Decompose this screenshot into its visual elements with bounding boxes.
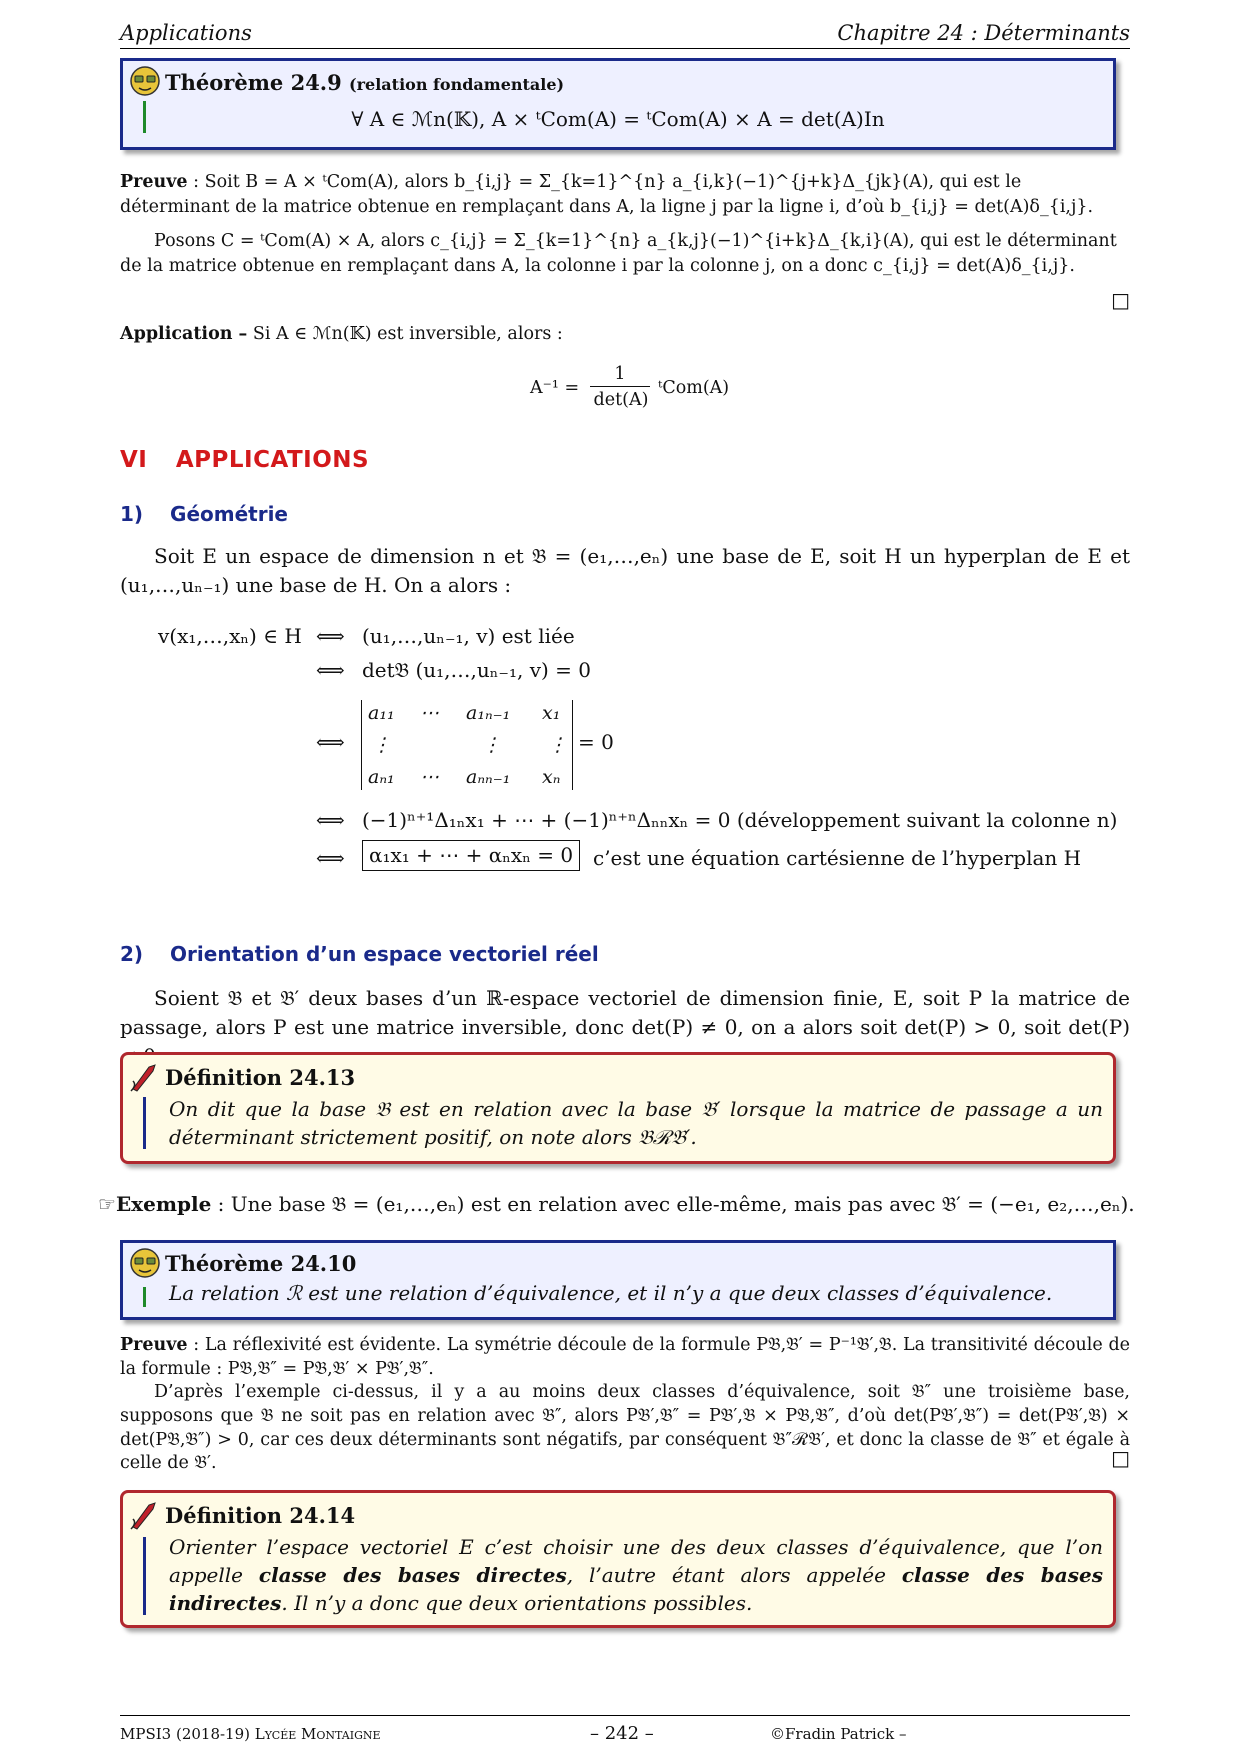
header-right: Chapitre 24 : Déterminants: [837, 21, 1130, 45]
matrix-equals: = 0: [578, 730, 614, 754]
footer-right: ©Fradin Patrick –: [770, 1725, 907, 1743]
application: [120, 322, 1130, 347]
quill-pen-icon: [129, 1499, 161, 1531]
fraction-numerator: 1: [614, 364, 626, 384]
theorem-subtitle: (relation fondamentale): [349, 75, 565, 94]
definition-body: [169, 1533, 1103, 1617]
quill-pen-icon: [129, 1061, 161, 1093]
smiley-glasses-icon: [129, 1247, 161, 1279]
proof-line-2: D’après l’exemple ci-dessus, il y a au moins deux classes d’équivalence, soit 𝔅″ une troisième base, supposons que 𝔅 ne soit pas en relation avec 𝔅″, alors P𝔅′,𝔅″ = P𝔅′,𝔅 × P𝔅,𝔅″, d’où det(P𝔅′,𝔅″) = det(P𝔅′,𝔅) × det(P𝔅,𝔅″) > 0, car ces deux déterminants sont négatifs, par conséquent 𝔅″ℛ𝔅′, et donc la classe de 𝔅″ et égale à celle de 𝔅′.: [120, 1382, 1130, 1474]
page-number: – 242 –: [590, 1723, 654, 1744]
definition-term: classe des bases indirectes: [169, 1563, 1103, 1615]
subsection-1-heading: [120, 500, 288, 529]
left-bar: [143, 1287, 146, 1307]
matrix-cell: x₁: [542, 702, 561, 724]
subsection-title: Orientation d’un espace vectoriel réel: [170, 942, 599, 966]
row-1-lhs: v(x₁,…,xₙ) ∈ H: [158, 624, 302, 648]
row-5-text: c’est une équation cartésienne de l’hyperplan H: [593, 846, 1082, 870]
subsection-2-intro: Soient 𝔅 et 𝔅′ deux bases d’un ℝ-espace vectoriel de dimension finie, E, soit P la matrice de passage, alors P est une matrice inversible, donc det(P) ≠ 0, on a alors soit det(P) > 0, soit det(P): [120, 986, 1130, 1039]
inverse-formula: [530, 362, 750, 412]
matrix-cell: ⋮: [482, 734, 501, 756]
definition-text: . Il n’y a donc que deux orientations possibles.: [281, 1591, 753, 1615]
section-title: APPLICATIONS: [175, 447, 370, 473]
theorem-title: Théorème 24.9: [165, 70, 342, 95]
subsection-number: 2): [120, 942, 144, 966]
theorem-title: Théorème 24.10: [165, 1251, 357, 1276]
cartesian-equation-box: α₁x₁ + ⋯ + αₙxₙ = 0: [362, 840, 580, 871]
matrix-cell: ⋯: [420, 766, 439, 788]
example: [98, 1190, 1138, 1219]
qed-symbol: □: [1111, 288, 1130, 312]
formula-rhs: ᵗCom(A): [658, 378, 730, 398]
matrix-cell: ⋮: [548, 734, 567, 756]
proof-line-2: Posons C = ᵗCom(A) × A, alors c_{i,j} = Σ_{k=1}^{n} a_{k,j}(−1)^{i+k}Δ_{k,i}(A), qui est le déterminant de la matrice obtenue en remplaçant dans A, la colonne i par la colonne j, on a donc c_{i,j} = det(A)δ_{i,j}.: [120, 230, 1117, 277]
subsection-number: 1): [120, 502, 144, 526]
application-text: Si A ∈ ℳn(𝕂) est inversible, alors :: [252, 324, 563, 344]
definition-title: Définition 24.14: [165, 1503, 356, 1528]
definition-term: classe des bases directes: [258, 1563, 567, 1587]
definition-24-14: [120, 1490, 1116, 1628]
theorem-body: La relation ℛ est une relation d’équivalence, et il n’y a que deux classes d’équivalence.: [169, 1281, 1053, 1305]
footer-left: MPSI3 (2018-19) Lycée Montaigne: [120, 1725, 381, 1743]
example-text: : Une base 𝔅 = (e₁,…,eₙ) est en relation avec elle-même, mais pas avec 𝔅′ = (−e₁, e₂,…,eₙ).: [217, 1192, 1135, 1216]
theorem-24-9: [120, 58, 1116, 150]
proof-line-1: : Soit B = A × ᵗCom(A), alors b_{i,j} = Σ_{k=1}^{n} a_{i,k}(−1)^{j+k}Δ_{jk}(A), qui est le déterminant de la matrice obtenue en remplaçant dans A, la ligne j par la ligne i, d’où b_{i,j} = det(A)δ_{i,j}.: [120, 172, 1094, 218]
iff-symbol: ⟺: [316, 730, 345, 754]
pointing-hand-icon: ☞: [98, 1192, 116, 1216]
matrix-cell: a₁ₙ₋₁: [466, 702, 511, 724]
row-2: det𝔅 (u₁,…,uₙ₋₁, v) = 0: [362, 658, 592, 682]
matrix-cell: xₙ: [542, 766, 561, 788]
fraction-bar: [590, 386, 650, 387]
matrix-cell: aₙₙ₋₁: [466, 766, 511, 788]
iff-symbol: ⟺: [316, 846, 345, 870]
formula-lhs: A⁻¹ =: [530, 378, 580, 398]
proof-2: [120, 1334, 1130, 1476]
application-label: Application –: [120, 324, 248, 344]
subsection-2-heading: [120, 940, 599, 969]
example-label: Exemple: [115, 1192, 212, 1216]
smiley-glasses-icon: [129, 65, 161, 97]
definition-text: Orienter l’espace vectoriel E c’est choisir une des deux classes d’équivalence, que l’on appelle: [169, 1535, 1103, 1587]
row-4: (−1)ⁿ⁺¹Δ₁ₙx₁ + ⋯ + (−1)ⁿ⁺ⁿΔₙₙxₙ = 0 (développement suivant la colonne n): [362, 808, 1118, 832]
left-bar: [143, 1097, 146, 1149]
page-header: [120, 18, 1130, 49]
qed-symbol: □: [1111, 1446, 1130, 1470]
matrix-cell: ⋮: [372, 734, 391, 756]
proof-1: [120, 170, 1130, 280]
iff-symbol: ⟺: [316, 658, 345, 682]
iff-symbol: ⟺: [316, 624, 345, 648]
subsection-1-intro: Soit E un espace de dimension n et 𝔅 = (e₁,…,eₙ) une base de E, soit H un hyperplan de E et (u₁,…,uₙ₋₁) une base de H. On a alors :: [120, 544, 1130, 597]
left-bar: [143, 1537, 146, 1615]
theorem-formula: ∀ A ∈ ℳn(𝕂), A × ᵗCom(A) = ᵗCom(A) × A = det(A)In: [351, 107, 885, 131]
proof-label: Preuve: [120, 172, 188, 192]
fraction-denominator: det(A): [593, 390, 649, 410]
matrix-cell: aₙ₁: [368, 766, 395, 788]
header-left: Applications: [120, 21, 252, 45]
subsection-title: Géométrie: [170, 502, 288, 526]
matrix-cell: ⋯: [420, 702, 439, 724]
row-1-rhs: (u₁,…,uₙ₋₁, v) est liée: [362, 624, 575, 648]
iff-symbol: ⟺: [316, 808, 345, 832]
definition-title: Définition 24.13: [165, 1065, 356, 1090]
section-number: VI: [120, 447, 148, 473]
determinant-matrix: [361, 700, 573, 790]
definition-text: , l’autre étant alors appelée: [566, 1563, 902, 1587]
section-heading: [120, 444, 369, 477]
proof-label: Preuve: [120, 1335, 188, 1355]
definition-body: On dit que la base 𝔅 est en relation avec la base 𝔅′ lorsque la matrice de passage a un déterminant strictement positif, on note alors 𝔅ℛ𝔅′.: [169, 1097, 1103, 1149]
page-footer: [120, 1715, 1130, 1756]
matrix-cell: a₁₁: [368, 702, 395, 724]
definition-24-13: [120, 1052, 1116, 1164]
theorem-24-10: [120, 1240, 1116, 1320]
proof-line-1: : La réflexivité est évidente. La symétrie découle de la formule P𝔅,𝔅′ = P⁻¹𝔅′,𝔅. La transitivité découle de la formule : P𝔅,𝔅″ = P𝔅,𝔅′ × P𝔅′,𝔅″.: [120, 1335, 1130, 1379]
